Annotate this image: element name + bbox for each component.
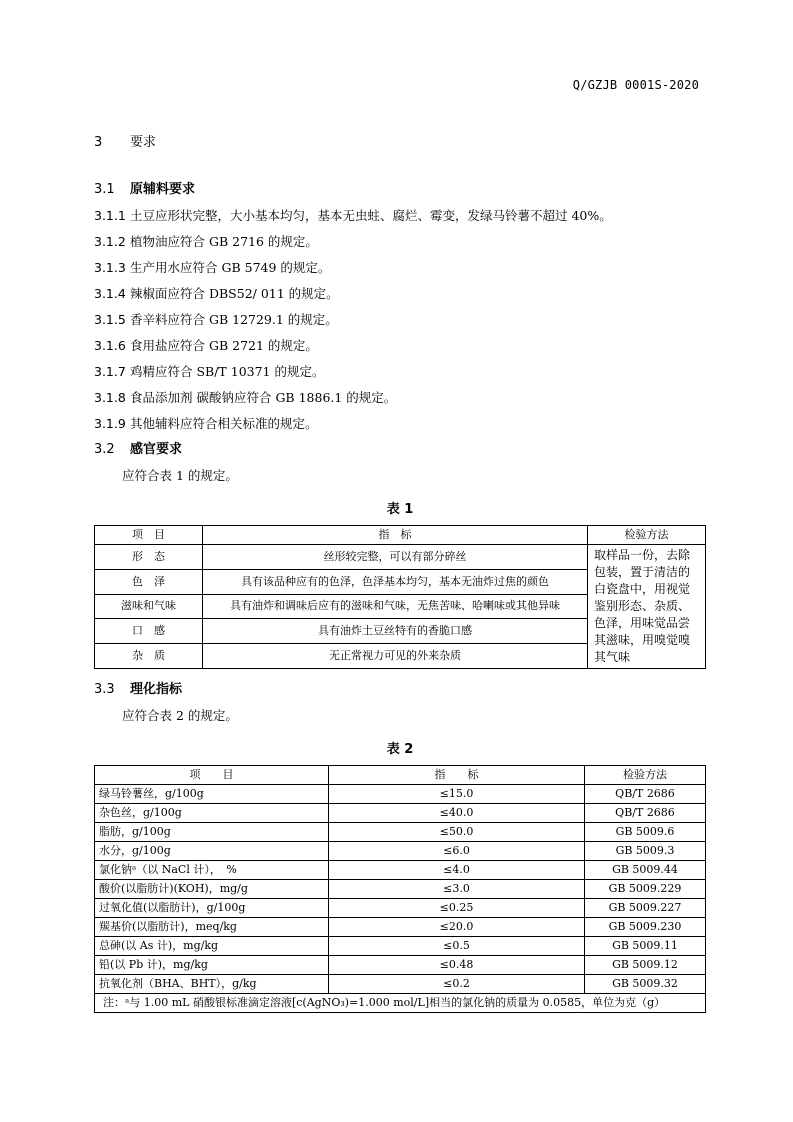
method-cell: GB 5009.11	[585, 937, 706, 956]
method-cell: GB 5009.32	[585, 975, 706, 994]
table-header-row	[95, 526, 706, 545]
item-cell: 铅(以 Pb 计)，mg/kg	[95, 956, 329, 975]
item-number: 3.1.8	[94, 390, 126, 405]
table-row	[95, 937, 706, 956]
section-number: 3.3	[94, 682, 115, 697]
table-row	[95, 804, 706, 823]
item-number: 3.1.3	[94, 260, 126, 275]
table-row	[95, 975, 706, 994]
section-title: 感官要求	[130, 442, 183, 457]
table-row	[95, 861, 706, 880]
document-body	[94, 133, 706, 1013]
physicochemical-table	[94, 765, 706, 1013]
list-item	[94, 307, 706, 333]
item-cell: 滋味和气味	[95, 594, 203, 619]
spec-cell: 具有油炸和调味后应有的滋味和气味，无焦苦味、哈喇味或其他异味	[203, 594, 588, 619]
spec-cell: 丝形较完整，可以有部分碎丝	[203, 545, 588, 570]
section-3-2-heading	[94, 437, 706, 463]
header-cell: 项 目	[95, 766, 329, 785]
table-row	[95, 899, 706, 918]
section-3-1-heading	[94, 177, 706, 203]
document-code: Q/GZJB 0001S-2020	[572, 78, 699, 92]
header-cell: 检验方法	[585, 766, 706, 785]
spec-cell: ≤0.25	[329, 899, 585, 918]
item-cell: 口 感	[95, 619, 203, 644]
header-cell: 指 标	[203, 526, 588, 545]
item-cell: 羰基价(以脂肪计)，meq/kg	[95, 918, 329, 937]
item-cell: 酸价(以脂肪计)(KOH)，mg/g	[95, 880, 329, 899]
header-cell: 项 目	[95, 526, 203, 545]
item-number: 3.1.4	[94, 286, 126, 301]
item-text: 其他辅料应符合相关标准的规定。	[130, 416, 318, 431]
section-3-3-heading	[94, 677, 706, 703]
method-cell: GB 5009.229	[585, 880, 706, 899]
table-row	[95, 918, 706, 937]
table-row	[95, 842, 706, 861]
table-row	[95, 785, 706, 804]
item-cell: 脂肪，g/100g	[95, 823, 329, 842]
spec-cell: ≤0.2	[329, 975, 585, 994]
section-3-2-paragraph: 应符合表 1 的规定。	[122, 468, 238, 483]
list-item	[94, 411, 706, 437]
spec-cell: ≤50.0	[329, 823, 585, 842]
item-cell: 过氧化值(以脂肪计)，g/100g	[95, 899, 329, 918]
list-item	[94, 229, 706, 255]
item-text: 生产用水应符合 GB 5749 的规定。	[130, 260, 331, 275]
method-cell: GB 5009.3	[585, 842, 706, 861]
table-1-caption: 表 1	[386, 502, 414, 517]
item-cell: 色 泽	[95, 569, 203, 594]
spec-cell: ≤4.0	[329, 861, 585, 880]
item-text: 鸡精应符合 SB/T 10371 的规定。	[130, 364, 325, 379]
table-note-row	[95, 994, 706, 1013]
list-item	[94, 255, 706, 281]
item-cell: 水分，g/100g	[95, 842, 329, 861]
item-text: 土豆应形状完整，大小基本均匀，基本无虫蛀、腐烂、霉变，发绿马铃薯不超过 40%。	[130, 208, 612, 223]
item-cell: 杂色丝，g/100g	[95, 804, 329, 823]
spec-cell: ≤0.48	[329, 956, 585, 975]
section-title: 要求	[130, 135, 157, 150]
spec-cell: 具有该品种应有的色泽，色泽基本均匀，基本无油炸过焦的颜色	[203, 569, 588, 594]
spec-cell: ≤0.5	[329, 937, 585, 956]
method-cell: GB 5009.44	[585, 861, 706, 880]
table-2-caption: 表 2	[386, 742, 414, 757]
header-cell: 检验方法	[588, 526, 706, 545]
list-item	[94, 385, 706, 411]
item-number: 3.1.2	[94, 234, 126, 249]
item-cell: 形 态	[95, 545, 203, 570]
spec-cell: ≤40.0	[329, 804, 585, 823]
table-header-row	[95, 766, 706, 785]
section-number: 3.1	[94, 182, 115, 197]
item-number: 3.1.6	[94, 338, 126, 353]
section-3-3-paragraph: 应符合表 2 的规定。	[122, 708, 238, 723]
method-cell: GB 5009.227	[585, 899, 706, 918]
item-cell: 绿马铃薯丝，g/100g	[95, 785, 329, 804]
table-row	[95, 545, 706, 570]
method-cell: GB 5009.12	[585, 956, 706, 975]
item-text: 植物油应符合 GB 2716 的规定。	[130, 234, 318, 249]
spec-cell: ≤20.0	[329, 918, 585, 937]
section-number: 3	[94, 135, 103, 150]
list-item	[94, 203, 706, 229]
item-number: 3.1.7	[94, 364, 126, 379]
header-cell: 指 标	[329, 766, 585, 785]
table-row	[95, 880, 706, 899]
spec-cell: ≤6.0	[329, 842, 585, 861]
method-cell: 取样品一份，去除包装，置于清洁的白瓷盘中，用视觉鉴别形态、杂质、色泽，用味觉品尝其滋味，用嗅觉嗅其气味	[588, 545, 706, 669]
section-3-heading	[94, 133, 706, 153]
sensory-table	[94, 525, 706, 669]
item-cell: 氯化钠ᵃ（以 NaCl 计）， %	[95, 861, 329, 880]
item-cell: 杂 质	[95, 644, 203, 669]
section-number: 3.2	[94, 442, 115, 457]
table-note: 注：ᵃ与 1.00 mL 硝酸银标准滴定溶液[c(AgNO₃)=1.000 mol/L]相当的氯化钠的质量为 0.0585，单位为克（g）	[95, 994, 706, 1013]
list-item	[94, 281, 706, 307]
method-cell: GB 5009.6	[585, 823, 706, 842]
list-item	[94, 333, 706, 359]
spec-cell: ≤15.0	[329, 785, 585, 804]
table-row	[95, 956, 706, 975]
table-row	[95, 823, 706, 842]
item-number: 3.1.9	[94, 416, 126, 431]
item-text: 辣椒面应符合 DBS52/ 011 的规定。	[130, 286, 339, 301]
item-cell: 抗氧化剂（BHA、BHT），g/kg	[95, 975, 329, 994]
section-title: 理化指标	[130, 682, 183, 697]
method-cell: QB/T 2686	[585, 785, 706, 804]
section-title: 原辅料要求	[130, 182, 196, 197]
spec-cell: 无正常视力可见的外来杂质	[203, 644, 588, 669]
method-cell: QB/T 2686	[585, 804, 706, 823]
item-number: 3.1.5	[94, 312, 126, 327]
spec-cell: 具有油炸土豆丝特有的香脆口感	[203, 619, 588, 644]
method-cell: GB 5009.230	[585, 918, 706, 937]
raw-material-list	[94, 203, 706, 437]
item-number: 3.1.1	[94, 208, 126, 223]
list-item	[94, 359, 706, 385]
spec-cell: ≤3.0	[329, 880, 585, 899]
item-text: 香辛料应符合 GB 12729.1 的规定。	[130, 312, 338, 327]
item-cell: 总砷(以 As 计)，mg/kg	[95, 937, 329, 956]
item-text: 食品添加剂 碳酸钠应符合 GB 1886.1 的规定。	[130, 390, 397, 405]
item-text: 食用盐应符合 GB 2721 的规定。	[130, 338, 318, 353]
